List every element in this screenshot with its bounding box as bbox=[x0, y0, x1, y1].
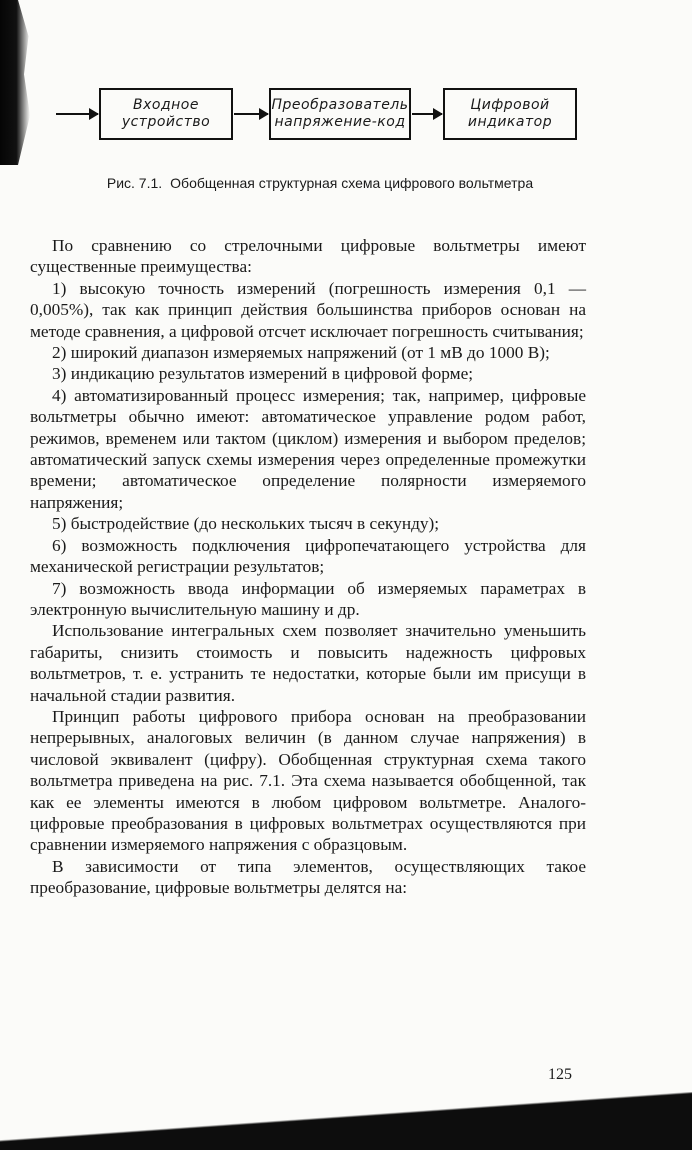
block-diagram bbox=[0, 0, 692, 170]
voltage-code-converter-block bbox=[269, 88, 411, 140]
connector-arrow bbox=[234, 113, 268, 115]
paragraph: Использование интегральных схем позволяет значительно уменьшить габариты, снизить стоимость и повысить надежность цифровых вольтметров, т. е. устранить те недостатки, которые были им присущи в начальной стадии развития. bbox=[30, 621, 586, 705]
list-item: 7) возможность ввода информации об измеряемых параметрах в электронную вычислительную машину и др. bbox=[30, 578, 586, 619]
connector-arrow bbox=[412, 113, 442, 115]
scan-shadow-bottom bbox=[0, 1092, 692, 1150]
paragraph: В зависимости от типа элементов, осуществляющих такое преобразование, цифровые вольтметры делятся на: bbox=[30, 856, 586, 898]
list-item: 5) быстродействие (до нескольких тысяч в секунду); bbox=[52, 514, 440, 534]
block-label-line: Цифровой bbox=[470, 97, 550, 113]
list-item: 2) широкий диапазон измеряемых напряжений (от 1 мВ до 1000 В); bbox=[52, 343, 550, 363]
block-label-line: Входное bbox=[133, 97, 199, 113]
body-text bbox=[30, 235, 586, 899]
list-item: 3) индикацию результатов измерений в цифровой форме; bbox=[52, 364, 474, 384]
block-label-line: индикатор bbox=[467, 114, 553, 130]
block-label-line: Преобразователь bbox=[271, 97, 409, 113]
block-label-line: устройство bbox=[121, 114, 211, 130]
paragraph: Принцип работы цифрового прибора основан на преобразовании непрерывных, аналоговых величин (в данном случае напряжения) в числовой эквивалент (цифру). Обобщенная структурная схема такого вольтметра приведена на рис. 7.1. Эта схема называется обобщенной, так как ее элементы имеются в любом цифровом вольтметре. Аналого-цифровые преобразования в цифровых вольтметрах осуществляются при сравнении измеряемого напряжения с образцовым. bbox=[30, 706, 586, 855]
figure-label: Рис. 7.1. bbox=[106, 175, 163, 191]
list-item: 1) высокую точность измерений (погрешность измерения 0,1 — 0,005%), так как принцип действия большинства приборов основан на методе сравнения, а цифровой отсчет исключает погрешность считывания; bbox=[30, 278, 586, 341]
figure-caption bbox=[40, 174, 600, 192]
list-item: 4) автоматизированный процесс измерения; так, например, цифровые вольтметры обычно имеют: автоматическое управление родом работ, режимов, временем или тактом (циклом) измерения и выбором пределов; автоматический запуск схемы измерения через определенные промежутки времени; автоматическое определение полярности измеряемого напряжения; bbox=[30, 385, 586, 512]
paragraph: По сравнению со стрелочными цифровые вольтметры имеют существенные преимущества: bbox=[30, 236, 586, 277]
input-arrow bbox=[56, 113, 98, 115]
list-item: 6) возможность подключения цифропечатающего устройства для механической регистрации результатов; bbox=[30, 535, 586, 577]
page-number: 125 bbox=[548, 1066, 572, 1083]
block-label-line: напряжение-код bbox=[274, 114, 406, 130]
figure-caption-text: Обобщенная структурная схема цифрового вольтметра bbox=[170, 175, 534, 191]
input-device-block bbox=[99, 88, 233, 140]
digital-indicator-block bbox=[443, 88, 577, 140]
